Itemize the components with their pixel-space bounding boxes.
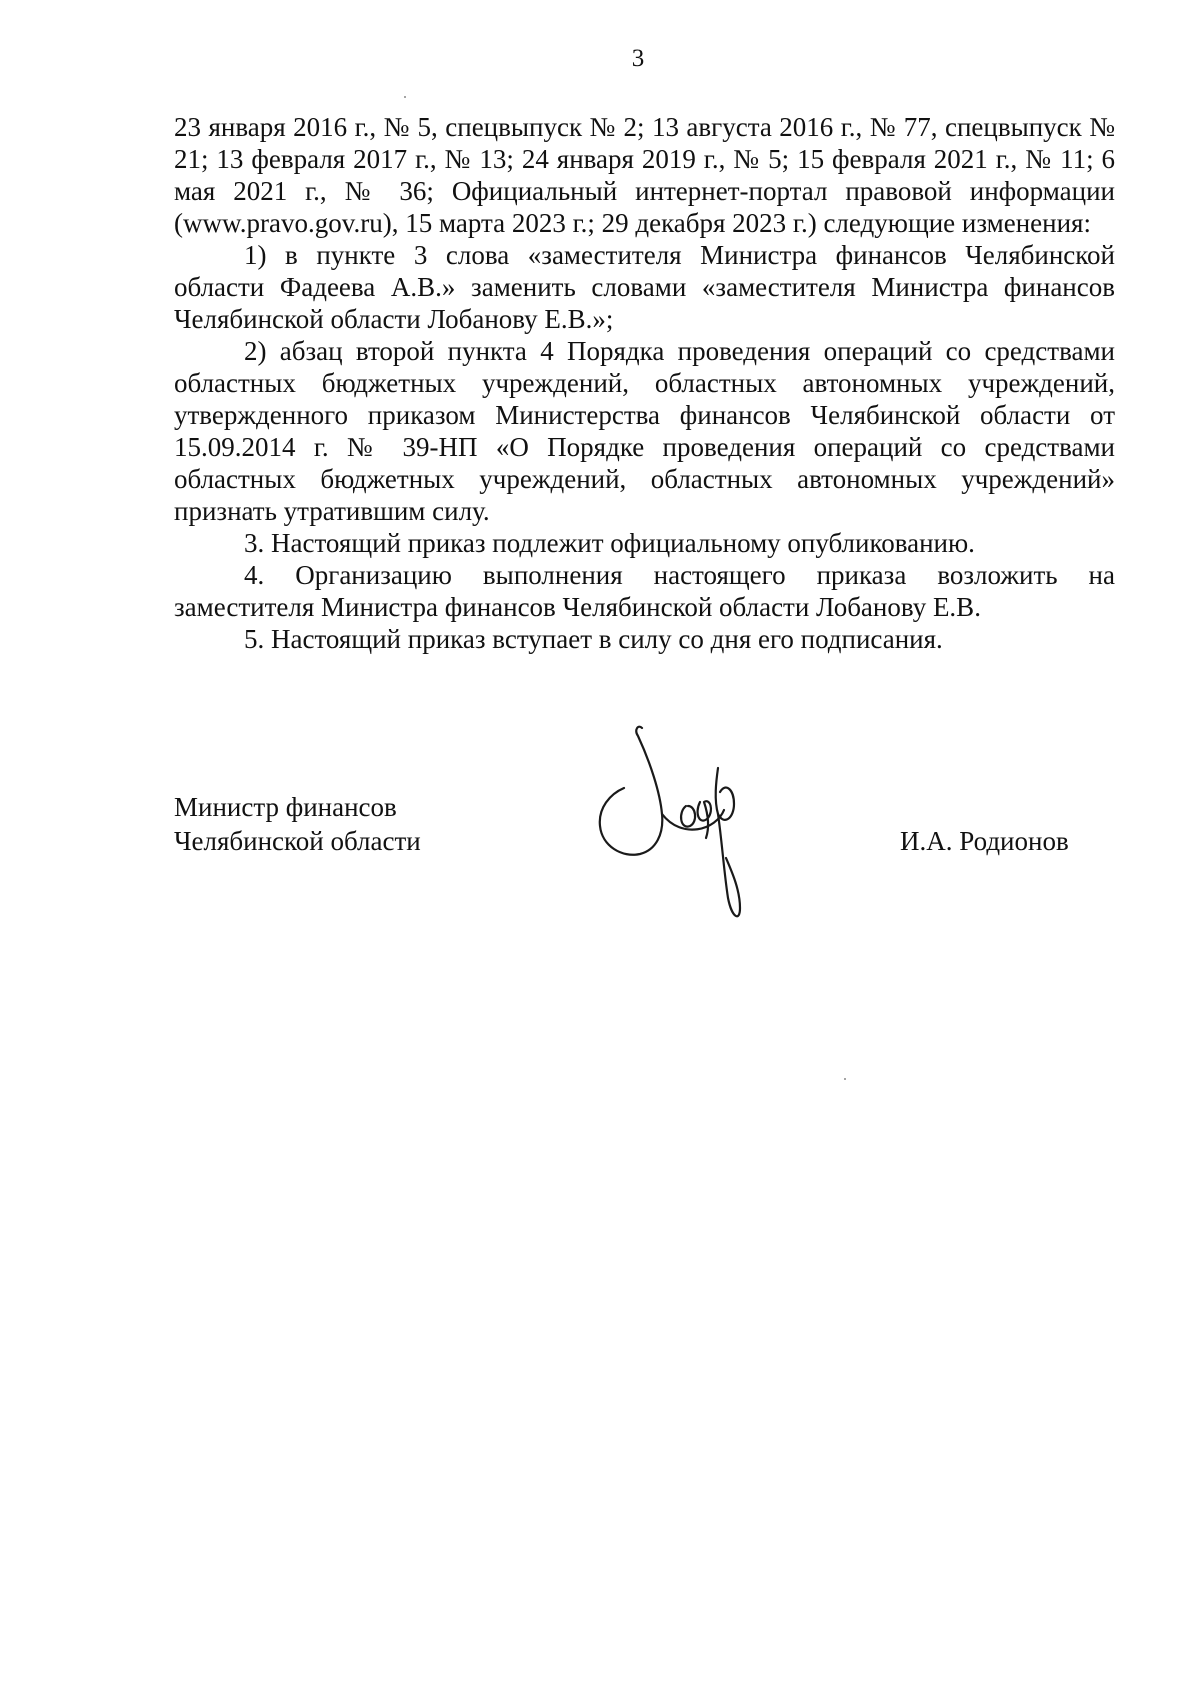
signatory-name: И.А. Родионов: [900, 826, 1069, 856]
paragraph-execution-clause: 4. Организацию выполнения настоящего приказа возложить на заместителя Министра финансов Челябинской области Лобанову Е.В.: [174, 560, 1115, 622]
document-body: [174, 111, 1115, 655]
page-number: 3: [631, 45, 645, 72]
paragraph-publication-sources: 23 января 2016 г., № 5, спецвыпуск № 2; 13 августа 2016 г., № 77, спецвыпуск № 21; 13 февраля 2017 г., № 13; 24 января 2019 г., № 5; 15 февраля 2021 г., № 11; 6 мая 2021 г., № 36; Официальный интернет-портал правовой информации (www.pravo.gov.ru), 15 марта 2023 г.; 29 декабря 2023 г.) следующие изменения:: [174, 112, 1115, 238]
scan-speck: [404, 96, 406, 98]
position-line-1: Министр финансов: [174, 792, 397, 822]
scan-speck: [844, 1078, 846, 1080]
signatory-position: [174, 790, 421, 858]
position-line-2: Челябинской области: [174, 826, 421, 856]
paragraph-amendment-2: 2) абзац второй пункта 4 Порядка проведения операций со средствами областных бюджетных учреждений, областных автономных учреждений, утвержденного приказом Министерства финансов Челябинской области от 15.09.2014 г. № 39-НП «О Порядке проведения операций со средствами областных бюджетных учреждений, областных автономных учреждений» признать утратившим силу.: [174, 336, 1115, 526]
paragraph-amendment-1: 1) в пункте 3 слова «заместителя Министра финансов Челябинской области Фадеева А.В.» заменить словами «заместителя Министра финансов Челябинской области Лобанову Е.В.»;: [174, 240, 1115, 334]
paragraph-publication-clause: 3. Настоящий приказ подлежит официальному опубликованию.: [244, 528, 975, 558]
paragraph-effective-clause: 5. Настоящий приказ вступает в силу со дня его подписания.: [244, 624, 943, 654]
handwritten-signature: [590, 722, 770, 932]
